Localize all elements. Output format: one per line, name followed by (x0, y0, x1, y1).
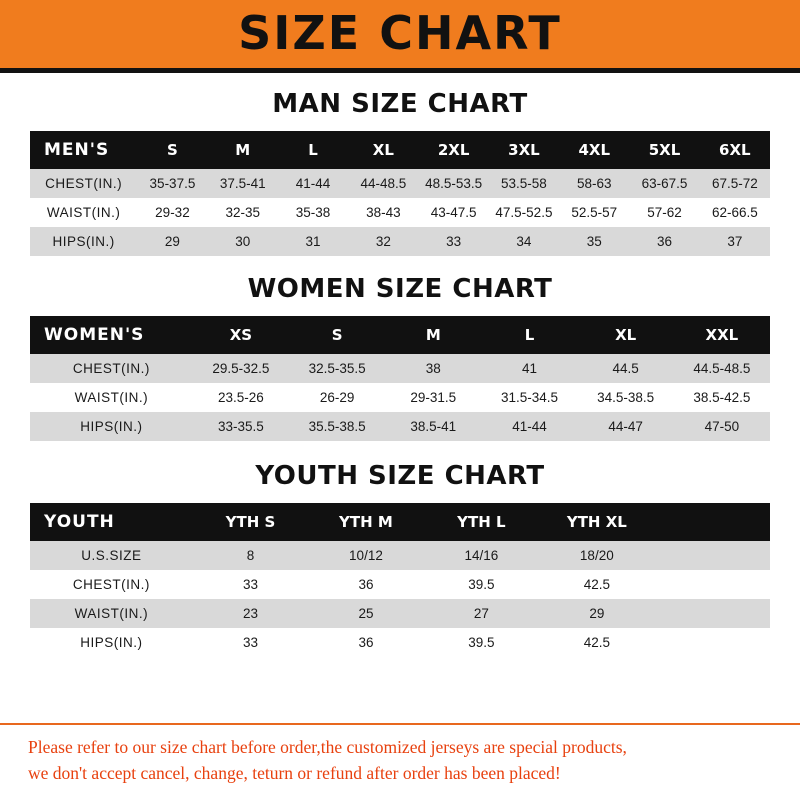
row-label: WAIST(IN.) (30, 383, 193, 412)
table-row (30, 169, 770, 198)
row-label: CHEST(IN.) (30, 570, 193, 599)
table-cell (655, 628, 770, 657)
table-row (30, 354, 770, 383)
table-cell: 44-47 (578, 412, 674, 441)
table-cell: 27 (424, 599, 539, 628)
table-cell: 37.5-41 (208, 169, 278, 198)
header-banner (0, 0, 800, 68)
table-youth-size (30, 503, 770, 657)
table-cell: 35-37.5 (137, 169, 207, 198)
column-header: YTH XL (539, 503, 654, 541)
table-header-row (30, 131, 770, 169)
section-women (0, 274, 800, 441)
section-youth (0, 461, 800, 657)
table-cell: 33-35.5 (193, 412, 289, 441)
table-cell: 47-50 (674, 412, 770, 441)
table-cell: 39.5 (424, 628, 539, 657)
table-cell: 52.5-57 (559, 198, 629, 227)
column-header: WOMEN'S (30, 316, 193, 354)
table-cell: 44.5-48.5 (674, 354, 770, 383)
table-row (30, 599, 770, 628)
footer-line-1: Please refer to our size chart before order,the customized jerseys are special products, (28, 737, 627, 758)
table-cell: 44-48.5 (348, 169, 418, 198)
table-cell (655, 570, 770, 599)
column-header: 2XL (418, 131, 488, 169)
footer-line-2: we don't accept cancel, change, teturn or refund after order has been placed! (28, 762, 561, 783)
table-cell: 29.5-32.5 (193, 354, 289, 383)
page-title: SIZE CHART (238, 6, 562, 60)
table-cell: 35-38 (278, 198, 348, 227)
table-cell: 36 (308, 628, 423, 657)
table-cell: 62-66.5 (700, 198, 770, 227)
table-header-row (30, 503, 770, 541)
row-label: CHEST(IN.) (30, 354, 193, 383)
table-cell: 32-35 (208, 198, 278, 227)
section-title-women: WOMEN SIZE CHART (247, 274, 553, 304)
table-cell: 43-47.5 (418, 198, 488, 227)
header-divider (0, 68, 800, 73)
table-cell (655, 599, 770, 628)
table-cell: 67.5-72 (700, 169, 770, 198)
table-cell: 30 (208, 227, 278, 256)
column-header: L (481, 316, 577, 354)
row-label: HIPS(IN.) (30, 412, 193, 441)
table-cell: 39.5 (424, 570, 539, 599)
table-cell: 29-32 (137, 198, 207, 227)
table-cell (655, 541, 770, 570)
column-header: S (289, 316, 385, 354)
row-label: HIPS(IN.) (30, 628, 193, 657)
table-row (30, 227, 770, 256)
column-header: M (385, 316, 481, 354)
table-cell: 29 (137, 227, 207, 256)
column-header: M (208, 131, 278, 169)
column-header: XL (578, 316, 674, 354)
table-cell: 34.5-38.5 (578, 383, 674, 412)
table-women-size (30, 316, 770, 441)
table-cell: 38-43 (348, 198, 418, 227)
column-header: YTH M (308, 503, 423, 541)
column-header: MEN'S (30, 131, 137, 169)
row-label: HIPS(IN.) (30, 227, 137, 256)
table-cell: 32.5-35.5 (289, 354, 385, 383)
column-header (655, 503, 770, 541)
table-header-row (30, 316, 770, 354)
table-cell: 10/12 (308, 541, 423, 570)
table-row (30, 628, 770, 657)
table-cell: 35.5-38.5 (289, 412, 385, 441)
table-cell: 26-29 (289, 383, 385, 412)
table-cell: 33 (193, 570, 308, 599)
table-cell: 25 (308, 599, 423, 628)
column-header: XS (193, 316, 289, 354)
table-cell: 41-44 (481, 412, 577, 441)
table-cell: 23 (193, 599, 308, 628)
table-man-size (30, 131, 770, 256)
section-man (0, 89, 800, 256)
table-cell: 57-62 (629, 198, 699, 227)
column-header: XXL (674, 316, 770, 354)
table-cell: 31 (278, 227, 348, 256)
table-cell: 33 (193, 628, 308, 657)
table-row (30, 541, 770, 570)
row-label: WAIST(IN.) (30, 599, 193, 628)
table-cell: 31.5-34.5 (481, 383, 577, 412)
table-cell: 63-67.5 (629, 169, 699, 198)
column-header: XL (348, 131, 418, 169)
table-cell: 37 (700, 227, 770, 256)
footer-disclaimer (0, 723, 800, 800)
table-cell: 38 (385, 354, 481, 383)
table-row (30, 412, 770, 441)
table-cell: 29 (539, 599, 654, 628)
table-cell: 41 (481, 354, 577, 383)
column-header: L (278, 131, 348, 169)
table-cell: 34 (489, 227, 559, 256)
table-cell: 48.5-53.5 (418, 169, 488, 198)
row-label: WAIST(IN.) (30, 198, 137, 227)
section-title-man: MAN SIZE CHART (272, 89, 528, 119)
table-cell: 36 (308, 570, 423, 599)
table-cell: 47.5-52.5 (489, 198, 559, 227)
table-row (30, 383, 770, 412)
table-cell: 23.5-26 (193, 383, 289, 412)
table-cell: 53.5-58 (489, 169, 559, 198)
row-label: U.S.SIZE (30, 541, 193, 570)
column-header: S (137, 131, 207, 169)
section-title-youth: YOUTH SIZE CHART (255, 461, 545, 491)
table-cell: 14/16 (424, 541, 539, 570)
table-cell: 44.5 (578, 354, 674, 383)
column-header: 4XL (559, 131, 629, 169)
table-cell: 29-31.5 (385, 383, 481, 412)
column-header: YTH L (424, 503, 539, 541)
column-header: 6XL (700, 131, 770, 169)
column-header: YOUTH (30, 503, 193, 541)
table-cell: 38.5-42.5 (674, 383, 770, 412)
table-cell: 36 (629, 227, 699, 256)
table-cell: 8 (193, 541, 308, 570)
column-header: 3XL (489, 131, 559, 169)
table-cell: 18/20 (539, 541, 654, 570)
column-header: YTH S (193, 503, 308, 541)
table-row (30, 570, 770, 599)
table-cell: 42.5 (539, 570, 654, 599)
table-cell: 32 (348, 227, 418, 256)
table-cell: 33 (418, 227, 488, 256)
table-cell: 35 (559, 227, 629, 256)
table-cell: 58-63 (559, 169, 629, 198)
table-row (30, 198, 770, 227)
row-label: CHEST(IN.) (30, 169, 137, 198)
table-cell: 41-44 (278, 169, 348, 198)
column-header: 5XL (629, 131, 699, 169)
table-cell: 38.5-41 (385, 412, 481, 441)
table-cell: 42.5 (539, 628, 654, 657)
